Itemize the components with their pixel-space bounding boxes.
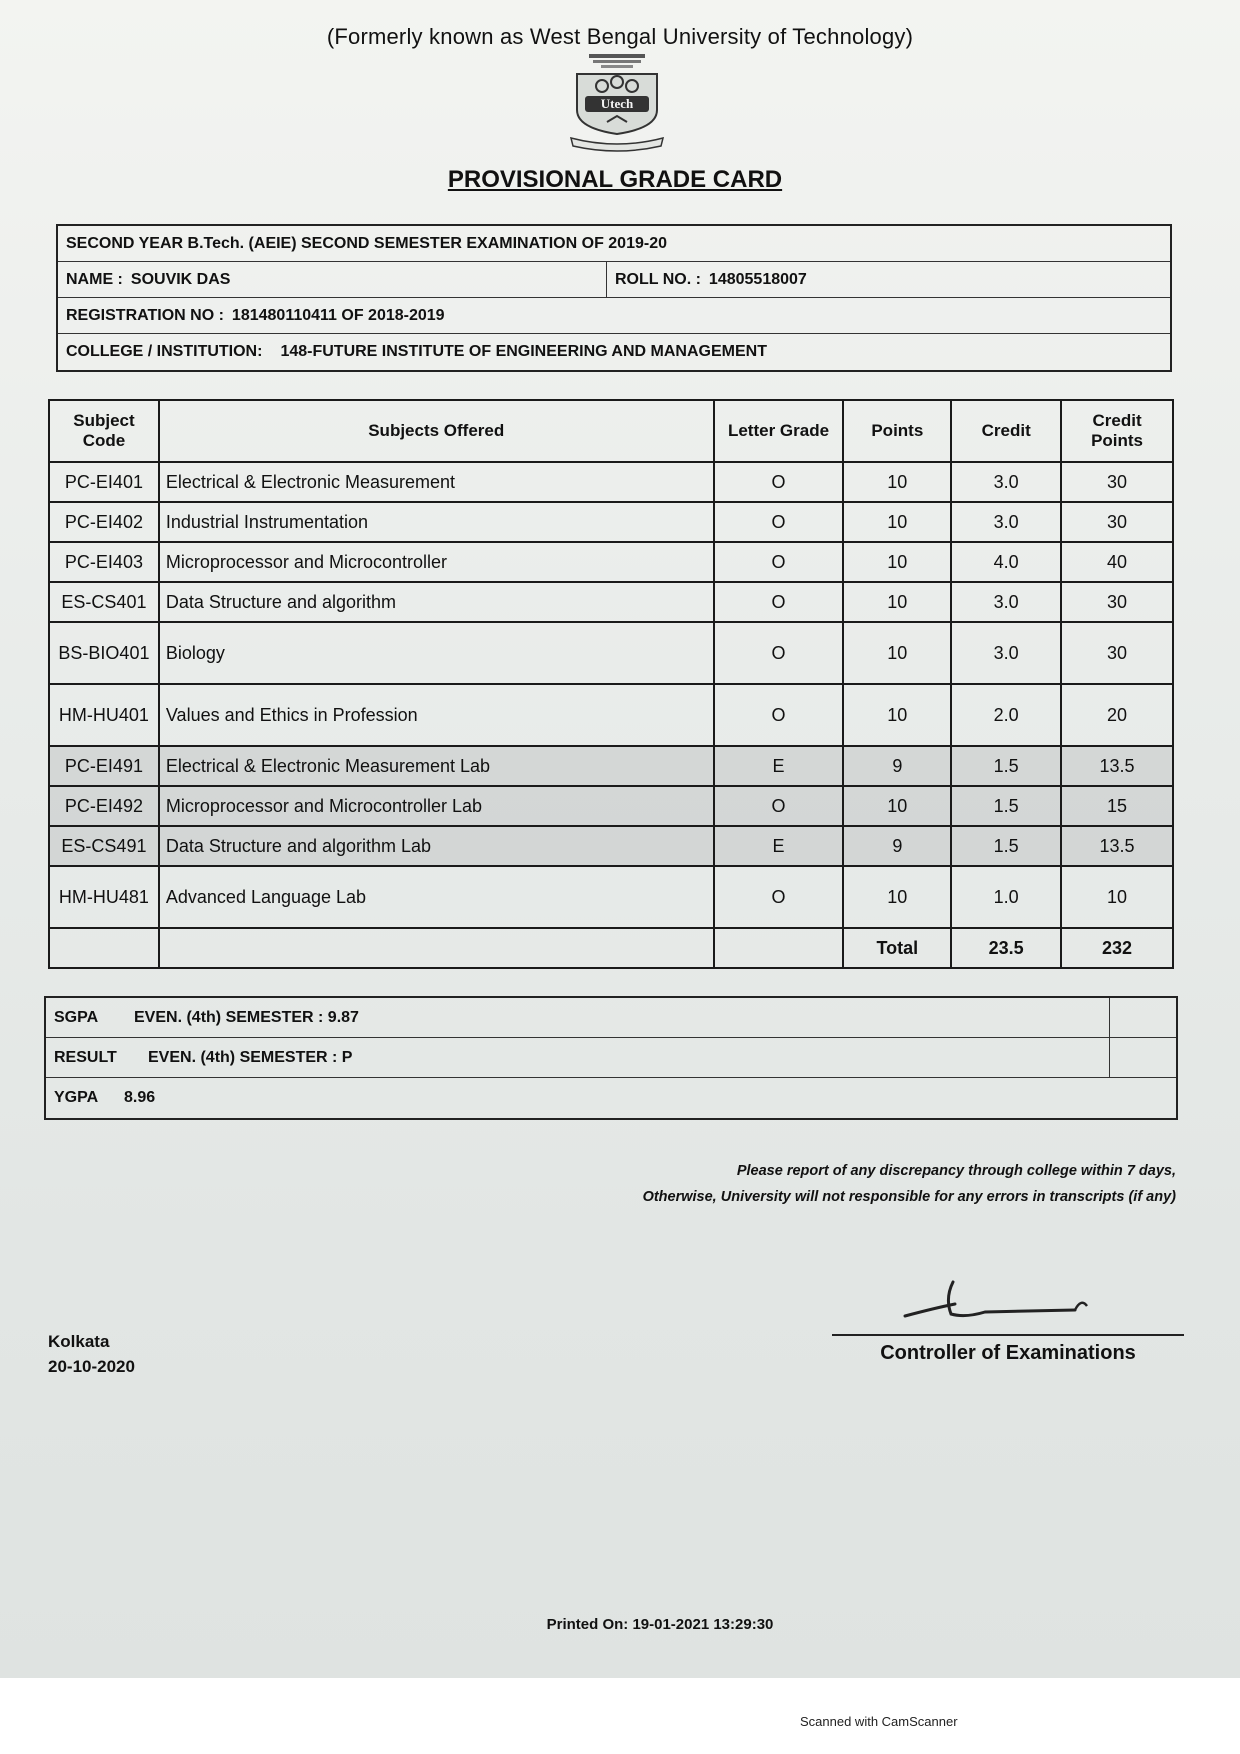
table-row: [49, 746, 1173, 786]
letter-grade: O: [714, 502, 844, 542]
credit-points: 30: [1061, 622, 1173, 684]
subject-name: Data Structure and algorithm Lab: [159, 826, 714, 866]
points: 9: [843, 826, 951, 866]
result-label: RESULT: [54, 1048, 117, 1066]
place-and-date: [48, 1329, 135, 1379]
credit-points: 30: [1061, 582, 1173, 622]
empty-cell: [714, 928, 844, 968]
credit: 3.0: [951, 462, 1061, 502]
subject-name: Biology: [159, 622, 714, 684]
credit: 1.5: [951, 786, 1061, 826]
credit-points: 15: [1061, 786, 1173, 826]
col-header-subjects-offered: Subjects Offered: [159, 400, 714, 462]
signature-line: [832, 1334, 1184, 1336]
discrepancy-notice: [643, 1158, 1176, 1210]
sgpa-value: EVEN. (4th) SEMESTER : 9.87: [134, 1008, 359, 1026]
points: 9: [843, 746, 951, 786]
logo-text: Utech: [600, 96, 634, 111]
col-header-subject-code: Subject Code: [49, 400, 159, 462]
total-row: [49, 928, 1173, 968]
table-row: [49, 582, 1173, 622]
exam-row: [58, 226, 1170, 262]
table-row: [49, 826, 1173, 866]
points: 10: [843, 684, 951, 746]
credit: 4.0: [951, 542, 1061, 582]
table-row: [49, 866, 1173, 928]
subject-name: Industrial Instrumentation: [159, 502, 714, 542]
credit-points: 20: [1061, 684, 1173, 746]
credit-points: 13.5: [1061, 826, 1173, 866]
scanner-watermark: Scanned with CamScanner: [800, 1714, 958, 1729]
letter-grade: O: [714, 462, 844, 502]
sgpa-label: SGPA: [54, 1008, 99, 1026]
col-header-letter-grade: Letter Grade: [714, 400, 844, 462]
ygpa-row: [46, 1078, 1176, 1118]
university-former-name: (Formerly known as West Bengal University of Technology): [326, 24, 914, 49]
credit-points: 10: [1061, 866, 1173, 928]
name-label: NAME :: [66, 270, 123, 288]
credit-points: 13.5: [1061, 746, 1173, 786]
credit-points: 30: [1061, 462, 1173, 502]
points: 10: [843, 786, 951, 826]
col-header-points: Points: [843, 400, 951, 462]
total-credit: 23.5: [951, 928, 1061, 968]
place: Kolkata: [48, 1332, 110, 1351]
points: 10: [843, 542, 951, 582]
college-label: COLLEGE / INSTITUTION:: [66, 343, 263, 360]
registration-number: 181480110411 OF 2018-2019: [231, 306, 445, 324]
student-name: SOUVIK DAS: [130, 270, 231, 288]
roll-number: 14805518007: [708, 270, 807, 288]
letter-grade: O: [714, 684, 844, 746]
table-row: [49, 622, 1173, 684]
subject-code: HM-HU481: [49, 866, 159, 928]
credit: 3.0: [951, 502, 1061, 542]
credit: 1.5: [951, 746, 1061, 786]
roll-cell: [606, 262, 1154, 297]
table-row: [49, 684, 1173, 746]
subject-code: PC-EI402: [49, 502, 159, 542]
subject-name: Values and Ethics in Profession: [159, 684, 714, 746]
subject-name: Data Structure and algorithm: [159, 582, 714, 622]
printed-on: Printed On: 19-01-2021 13:29:30: [546, 1616, 774, 1633]
empty-cell: [159, 928, 714, 968]
letter-grade: O: [714, 786, 844, 826]
sgpa-row: [46, 998, 1176, 1038]
page-title: PROVISIONAL GRADE CARD: [447, 166, 783, 193]
table-row: [49, 462, 1173, 502]
registration-row: [58, 298, 1170, 334]
issue-date: 20-10-2020: [48, 1357, 135, 1376]
letter-grade: O: [714, 622, 844, 684]
letter-grade: O: [714, 542, 844, 582]
registration-label: REGISTRATION NO :: [66, 306, 224, 324]
name-cell: [58, 262, 606, 297]
subject-code: ES-CS401: [49, 582, 159, 622]
credit: 1.5: [951, 826, 1061, 866]
table-row: [49, 502, 1173, 542]
ygpa-value: 8.96: [124, 1089, 156, 1106]
total-credit-points: 232: [1061, 928, 1173, 968]
subject-code: PC-EI403: [49, 542, 159, 582]
roll-label: ROLL NO. :: [615, 270, 701, 288]
points: 10: [843, 462, 951, 502]
table-row: [49, 542, 1173, 582]
notice-line-1: Please report of any discrepancy through college within 7 days,: [736, 1163, 1176, 1179]
col-header-credit-points: Credit Points: [1061, 400, 1173, 462]
table-row: [49, 786, 1173, 826]
letter-grade: E: [714, 746, 844, 786]
points: 10: [843, 866, 951, 928]
subject-name: Advanced Language Lab: [159, 866, 714, 928]
empty-cell: [1109, 1038, 1176, 1077]
result-summary-box: [44, 996, 1178, 1120]
credit: 3.0: [951, 582, 1061, 622]
signature-icon: [895, 1268, 1115, 1328]
subject-code: HM-HU401: [49, 684, 159, 746]
subject-code: ES-CS491: [49, 826, 159, 866]
result-row: [46, 1038, 1176, 1078]
name-roll-row: [58, 262, 1170, 298]
grades-header-row: [49, 400, 1173, 462]
points: 10: [843, 622, 951, 684]
empty-cell: [49, 928, 159, 968]
result-value: EVEN. (4th) SEMESTER : P: [148, 1048, 353, 1066]
letter-grade: E: [714, 826, 844, 866]
subject-name: Microprocessor and Microcontroller Lab: [159, 786, 714, 826]
college-name: 148-FUTURE INSTITUTE OF ENGINEERING AND MANAGEMENT: [280, 343, 767, 360]
points: 10: [843, 582, 951, 622]
credit: 2.0: [951, 684, 1061, 746]
credit: 1.0: [951, 866, 1061, 928]
grades-table: [48, 399, 1174, 969]
credit-points: 40: [1061, 542, 1173, 582]
student-info-box: [56, 224, 1172, 372]
empty-cell: [1109, 998, 1176, 1037]
subject-code: PC-EI491: [49, 746, 159, 786]
notice-line-2: Otherwise, University will not responsible for any errors in transcripts (if any): [642, 1189, 1176, 1205]
col-header-credit: Credit: [951, 400, 1061, 462]
subject-code: PC-EI401: [49, 462, 159, 502]
credit: 3.0: [951, 622, 1061, 684]
subject-code: BS-BIO401: [49, 622, 159, 684]
subject-name: Electrical & Electronic Measurement Lab: [159, 746, 714, 786]
exam-title: SECOND YEAR B.Tech. (AEIE) SECOND SEMESTER EXAMINATION OF 2019-20: [66, 234, 667, 252]
signatory-title: Controller of Examinations: [880, 1342, 1136, 1364]
college-row: [58, 334, 1170, 370]
subject-code: PC-EI492: [49, 786, 159, 826]
total-label: Total: [843, 928, 951, 968]
subject-name: Electrical & Electronic Measurement: [159, 462, 714, 502]
ygpa-label: YGPA: [54, 1089, 99, 1106]
subject-name: Microprocessor and Microcontroller: [159, 542, 714, 582]
letter-grade: O: [714, 866, 844, 928]
credit-points: 30: [1061, 502, 1173, 542]
university-logo-icon: [557, 50, 677, 160]
letter-grade: O: [714, 582, 844, 622]
points: 10: [843, 502, 951, 542]
